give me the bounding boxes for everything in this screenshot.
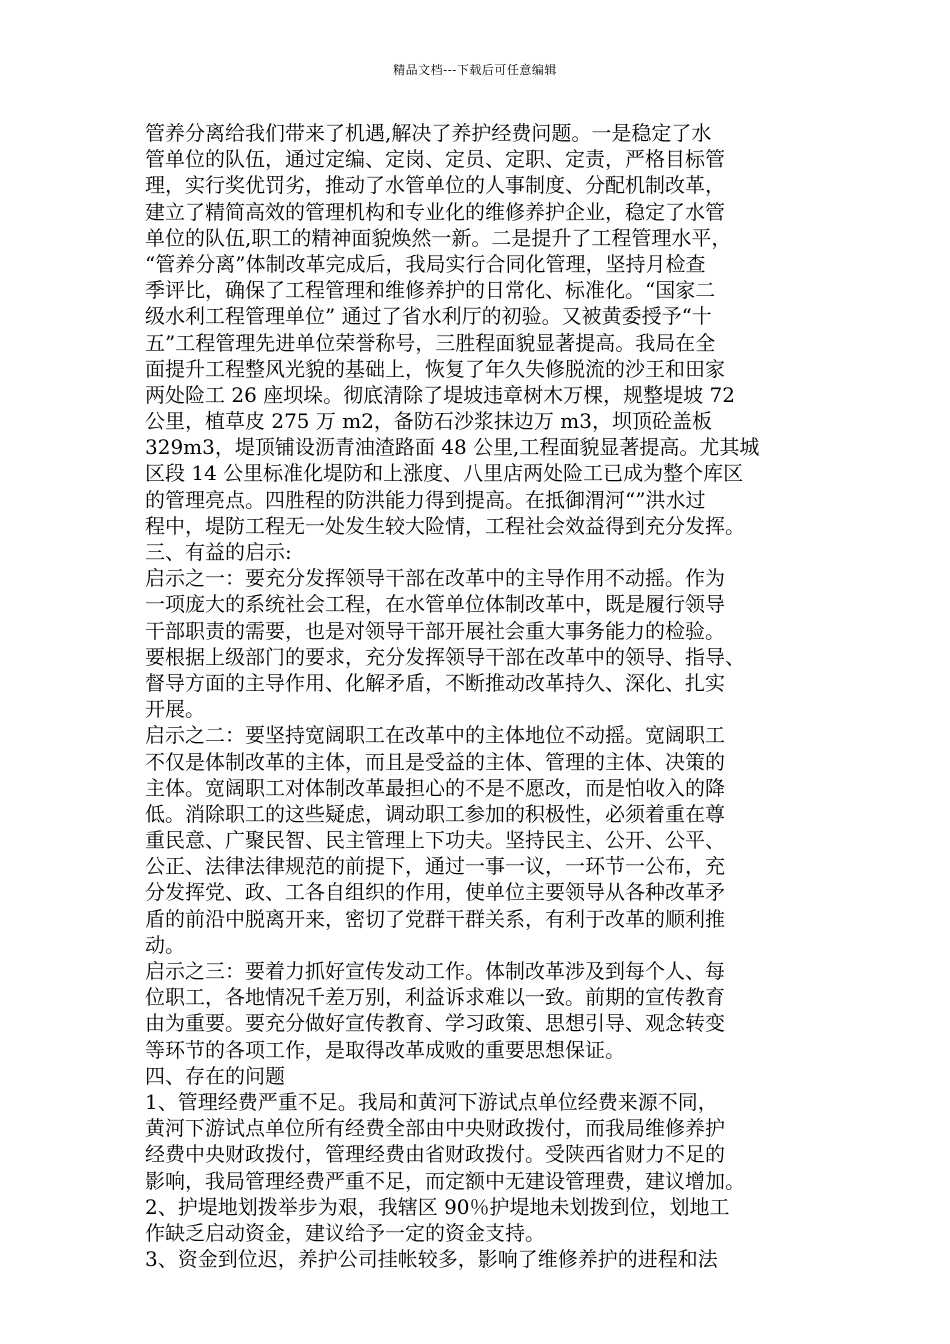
- text-line: 一项庞大的系统社会工程，在水管单位体制改革中，既是履行领导: [145, 592, 725, 617]
- text-line: 公正、法律法律规范的前提下，通过一事一议，一环节一公布，充: [145, 854, 725, 879]
- text-line: 位职工，各地情况千差万别，利益诉求难以一致。前期的宣传教育: [145, 985, 725, 1010]
- text-line: 1、管理经费严重不足。我局和黄河下游试点单位经费来源不同，: [145, 1089, 718, 1114]
- text-line: “管养分离”体制改革完成后，我局实行合同化管理，坚持月检查: [145, 251, 706, 276]
- text-line: 公里，植草皮 275 万 m2，备防石沙浆抹边万 m3，坝顶砼盖板: [145, 409, 712, 434]
- text-line: 分发挥党、政、工各自组织的作用，使单位主要领导从各种改革矛: [145, 880, 725, 905]
- text-line: 管养分离给我们带来了机遇,解决了养护经费问题。一是稳定了水: [145, 121, 712, 145]
- text-line: 督导方面的主导作用、化解矛盾，不断推动改革持久、深化、扎实: [145, 670, 725, 695]
- text-line: 2、护堤地划拨举步为艰，我辖区 90％护堤地未划拨到位，划地工: [145, 1194, 730, 1219]
- text-line: 主体。宽阔职工对体制改革最担心的不是不愿改，而是怕收入的降: [145, 775, 725, 800]
- page-header: 精品文档---下载后可任意编辑: [393, 63, 557, 77]
- text-line: 理，实行奖优罚劣，推动了水管单位的人事制度、分配机制改革，: [145, 173, 725, 198]
- section-heading: 三、有益的启示:: [145, 540, 292, 564]
- text-line: 经费中央财政拨付，管理经费由省财政拨付。受陕西省财力不足的: [145, 1142, 725, 1167]
- text-line: 季评比，确保了工程管理和维修养护的日常化、标准化。“国家二: [145, 278, 716, 303]
- text-line: 重民意、广聚民智、民主管理上下功夫。坚持民主、公开、公平、: [145, 828, 725, 853]
- text-line: 动。: [145, 932, 185, 957]
- text-line: 干部职责的需要，也是对领导干部开展社会重大事务能力的检验。: [145, 618, 725, 643]
- text-line: 面提升工程整风光貌的基础上，恢复了年久失修脱流的沙王和田家: [145, 356, 725, 381]
- text-line: 启示之一：要充分发挥领导干部在改革中的主导作用不动摇。作为: [145, 566, 725, 591]
- text-line: 黄河下游试点单位所有经费全部由中央财政拨付，而我局维修养护: [145, 1116, 725, 1141]
- text-line: 级水利工程管理单位” 通过了省水利厅的初验。又被黄委授予“十: [145, 304, 712, 329]
- text-line: 要根据上级部门的要求，充分发挥领导干部在改革中的领导、指导、: [145, 644, 745, 669]
- text-line: 启示之三：要着力抓好宣传发动工作。体制改革涉及到每个人、每: [145, 959, 725, 983]
- section-heading: 四、存在的问题: [145, 1063, 285, 1088]
- text-line: 329m3，堤顶铺设沥青油渣路面 48 公里,工程面貌显著提高。尤其城: [145, 435, 760, 460]
- text-line: 由为重要。要充分做好宣传教育、学习政策、思想引导、观念转变: [145, 1011, 725, 1036]
- text-line: 等环节的各项工作，是取得改革成败的重要思想保证。: [145, 1037, 625, 1062]
- text-line: 区段 14 公里标准化堤防和上涨度、八里店两处险工已成为整个库区: [145, 461, 744, 486]
- text-line: 盾的前沿中脱离开来，密切了党群干群关系，有利于改革的顺利推: [145, 906, 725, 931]
- text-line: 启示之二：要坚持宽阔职工在改革中的主体地位不动摇。宽阔职工: [145, 723, 725, 748]
- text-line: 的管理亮点。四胜程的防洪能力得到提高。在抵御渭河“”洪水过: [145, 487, 706, 512]
- text-line: 建立了精简高效的管理机构和专业化的维修养护企业，稳定了水管: [145, 199, 725, 224]
- text-line: 低。消除职工的这些疑虑，调动职工参加的积极性，必须着重在尊: [145, 801, 725, 826]
- text-line: 五”工程管理先进单位荣誉称号，三胜程面貌显著提高。我局在全: [145, 330, 716, 355]
- text-line: 单位的队伍,职工的精神面貌焕然一新。二是提升了工程管理水平，: [145, 225, 732, 250]
- text-line: 开展。: [145, 697, 205, 722]
- text-line: 作缺乏启动资金，建议给予一定的资金支持。: [145, 1220, 545, 1245]
- text-line: 影响，我局管理经费严重不足，而定额中无建设管理费，建议增加。: [145, 1168, 745, 1193]
- text-line: 两处险工 26 座坝垛。彻底清除了堤坡违章树木万棵，规整堤坡 72: [145, 382, 735, 407]
- text-line: 程中，堤防工程无一处发生较大险情，工程社会效益得到充分发挥。: [145, 513, 745, 538]
- text-line: 管单位的队伍，通过定编、定岗、定员、定职、定责，严格目标管: [145, 147, 725, 172]
- document-body: [145, 120, 813, 1272]
- text-line: 不仅是体制改革的主体，而且是受益的主体、管理的主体、决策的: [145, 749, 725, 774]
- text-line: 3、资金到位迟，养护公司挂帐较多，影响了维修养护的进程和法: [145, 1247, 718, 1272]
